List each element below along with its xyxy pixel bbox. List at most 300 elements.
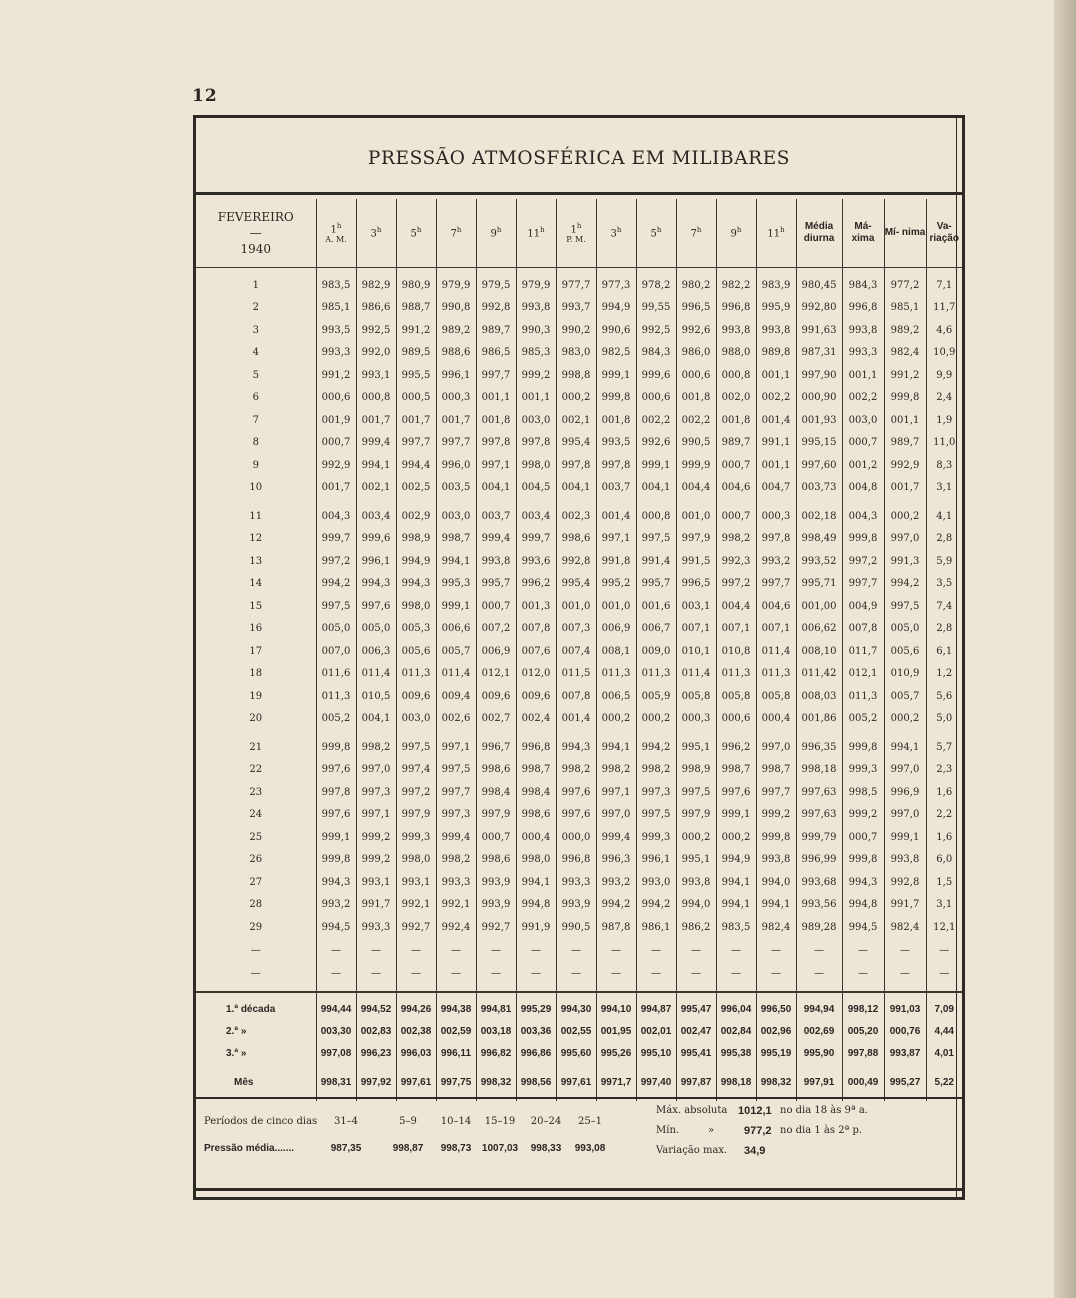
value-cell: 005,3 bbox=[396, 618, 436, 641]
value-cell: 989,7 bbox=[884, 432, 926, 455]
value-cell: 993,8 bbox=[716, 319, 756, 342]
value-cell: 005,8 bbox=[716, 685, 756, 708]
decade-value: 003,30 bbox=[316, 1021, 356, 1043]
decade-value: 997,08 bbox=[316, 1043, 356, 1065]
value-cell: 997,6 bbox=[556, 781, 596, 804]
decade-value: 002,59 bbox=[436, 1021, 476, 1043]
value-cell: 003,1 bbox=[676, 595, 716, 618]
min-text: no dia 1 às 2ª p. bbox=[780, 1125, 863, 1136]
value-cell: 991,2 bbox=[884, 364, 926, 387]
decade-value: 995,19 bbox=[756, 1043, 796, 1065]
table-row bbox=[196, 640, 962, 663]
value-cell: 993,8 bbox=[756, 319, 796, 342]
dash-cell: — bbox=[756, 962, 796, 985]
value-cell: 001,86 bbox=[796, 708, 842, 731]
value-cell: 996,8 bbox=[516, 736, 556, 759]
value-cell: 4,6 bbox=[926, 319, 962, 342]
value-cell: 000,2 bbox=[636, 708, 676, 731]
value-cell: 998,2 bbox=[636, 759, 676, 782]
spacer-row bbox=[196, 985, 962, 992]
value-cell: 993,1 bbox=[396, 871, 436, 894]
pressure-mean-value: 998,87 bbox=[392, 1143, 424, 1154]
value-cell: 993,8 bbox=[756, 849, 796, 872]
value-cell: 004,1 bbox=[476, 477, 516, 500]
value-cell: 3,1 bbox=[926, 477, 962, 500]
period-range: 25–1 bbox=[577, 1116, 603, 1127]
value-cell: 006,3 bbox=[356, 640, 396, 663]
table-row bbox=[196, 454, 962, 477]
value-cell: 982,4 bbox=[884, 916, 926, 939]
value-cell: 004,4 bbox=[716, 595, 756, 618]
dash-cell: — bbox=[676, 962, 716, 985]
value-cell: 001,1 bbox=[884, 409, 926, 432]
value-cell: 005,7 bbox=[884, 685, 926, 708]
spacer-cell bbox=[396, 985, 436, 992]
value-cell: 999,6 bbox=[636, 364, 676, 387]
value-cell: 996,8 bbox=[556, 849, 596, 872]
spacer-cell bbox=[716, 985, 756, 992]
value-cell: 999,1 bbox=[716, 804, 756, 827]
value-cell: 011,4 bbox=[676, 663, 716, 686]
hour-number: 7 bbox=[450, 228, 457, 240]
value-cell: 010,8 bbox=[716, 640, 756, 663]
spacer-cell bbox=[476, 992, 516, 999]
variation-value: 34,9 bbox=[744, 1145, 766, 1157]
day-cell: 2 bbox=[252, 302, 259, 314]
value-cell: 995,3 bbox=[436, 573, 476, 596]
min-mark: » bbox=[708, 1125, 715, 1136]
value-cell: 001,1 bbox=[476, 387, 516, 410]
value-cell: 004,8 bbox=[842, 477, 884, 500]
value-cell: 993,68 bbox=[796, 871, 842, 894]
hour-number: 3 bbox=[610, 228, 617, 240]
decade-value: 995,29 bbox=[516, 999, 556, 1021]
dash-cell: — bbox=[436, 962, 476, 985]
value-cell: 993,0 bbox=[636, 871, 676, 894]
decade-value: 000,76 bbox=[884, 1021, 926, 1043]
value-cell: 001,7 bbox=[356, 409, 396, 432]
day-cell: 25 bbox=[249, 831, 263, 843]
value-cell: 009,0 bbox=[636, 640, 676, 663]
value-cell: 997,7 bbox=[396, 432, 436, 455]
hour-suffix: h bbox=[456, 226, 462, 235]
value-cell: 985,1 bbox=[884, 297, 926, 320]
decade-row bbox=[196, 1021, 962, 1043]
decade-label: 1.ª década bbox=[226, 1004, 276, 1015]
hour-number: 1 bbox=[330, 224, 337, 236]
value-cell: 997,9 bbox=[676, 528, 716, 551]
decade-value: 4,44 bbox=[926, 1021, 962, 1043]
value-cell: 011,4 bbox=[756, 640, 796, 663]
value-cell: 990,8 bbox=[436, 297, 476, 320]
value-cell: 986,6 bbox=[356, 297, 396, 320]
dash-cell: — bbox=[884, 939, 926, 962]
value-cell: 998,0 bbox=[516, 849, 556, 872]
value-cell: 99,55 bbox=[636, 297, 676, 320]
table-row bbox=[196, 663, 962, 686]
table-row bbox=[196, 432, 962, 455]
day-cell: 5 bbox=[252, 369, 259, 381]
value-cell: 991,2 bbox=[316, 364, 356, 387]
decade-value: 994,94 bbox=[796, 999, 842, 1021]
value-cell: 999,8 bbox=[842, 849, 884, 872]
value-cell: 007,1 bbox=[716, 618, 756, 641]
hour-period: A. M. bbox=[325, 235, 347, 245]
minima-header: Mí- nima bbox=[884, 199, 926, 268]
value-cell: 000,6 bbox=[716, 708, 756, 731]
value-cell: 997,9 bbox=[396, 804, 436, 827]
value-cell: 996,5 bbox=[676, 573, 716, 596]
value-cell: 7,4 bbox=[926, 595, 962, 618]
hour-header bbox=[556, 199, 596, 268]
value-cell: 997,2 bbox=[716, 573, 756, 596]
month-value: 997,92 bbox=[356, 1065, 396, 1101]
spacer-cell bbox=[884, 985, 926, 992]
pressure-mean-label: Pressão média....... bbox=[204, 1143, 295, 1154]
value-cell: 994,9 bbox=[596, 297, 636, 320]
value-cell: 991,5 bbox=[676, 550, 716, 573]
value-cell: 1,6 bbox=[926, 781, 962, 804]
value-cell: 001,4 bbox=[596, 505, 636, 528]
value-cell: 001,1 bbox=[756, 454, 796, 477]
value-cell: 998,0 bbox=[396, 849, 436, 872]
value-cell: 001,1 bbox=[756, 364, 796, 387]
value-cell: 997,4 bbox=[396, 759, 436, 782]
month-value: 998,56 bbox=[516, 1065, 556, 1101]
value-cell: 996,2 bbox=[716, 736, 756, 759]
spacer-cell bbox=[716, 992, 756, 999]
value-cell: 003,4 bbox=[356, 505, 396, 528]
month-label: FEVEREIRO bbox=[217, 210, 294, 224]
value-cell: 997,7 bbox=[756, 573, 796, 596]
value-cell: 001,7 bbox=[396, 409, 436, 432]
value-cell: 996,8 bbox=[842, 297, 884, 320]
value-cell: 979,9 bbox=[436, 274, 476, 297]
decade-value: 996,11 bbox=[436, 1043, 476, 1065]
dash-cell: — bbox=[476, 939, 516, 962]
value-cell: 000,4 bbox=[516, 826, 556, 849]
table-row bbox=[196, 736, 962, 759]
value-cell: 10,9 bbox=[926, 342, 962, 365]
table-row bbox=[196, 319, 962, 342]
value-cell: 997,6 bbox=[716, 781, 756, 804]
hour-number: 3 bbox=[370, 228, 377, 240]
value-cell: 991,3 bbox=[884, 550, 926, 573]
value-cell: 989,7 bbox=[716, 432, 756, 455]
value-cell: 999,2 bbox=[756, 804, 796, 827]
decade-value: 997,88 bbox=[842, 1043, 884, 1065]
value-cell: 005,8 bbox=[756, 685, 796, 708]
value-cell: 6,0 bbox=[926, 849, 962, 872]
value-cell: 000,4 bbox=[756, 708, 796, 731]
value-cell: 999,8 bbox=[316, 736, 356, 759]
value-cell: 001,1 bbox=[516, 387, 556, 410]
hour-header bbox=[316, 199, 356, 268]
day-cell: 9 bbox=[252, 459, 259, 471]
value-cell: 993,8 bbox=[842, 319, 884, 342]
value-cell: 997,8 bbox=[756, 528, 796, 551]
value-cell: 999,8 bbox=[884, 387, 926, 410]
value-cell: 997,5 bbox=[396, 736, 436, 759]
table-row bbox=[196, 387, 962, 410]
hour-header bbox=[436, 199, 476, 268]
spacer-cell bbox=[676, 992, 716, 999]
value-cell: 2,2 bbox=[926, 804, 962, 827]
value-cell: 983,5 bbox=[716, 916, 756, 939]
month-header bbox=[196, 199, 316, 268]
value-cell: 006,9 bbox=[596, 618, 636, 641]
value-cell: 980,45 bbox=[796, 274, 842, 297]
value-cell: 001,2 bbox=[842, 454, 884, 477]
value-cell: 997,7 bbox=[436, 781, 476, 804]
value-cell: 984,3 bbox=[636, 342, 676, 365]
value-cell: 001,00 bbox=[796, 595, 842, 618]
decade-value: 002,83 bbox=[356, 1021, 396, 1043]
value-cell: 5,9 bbox=[926, 550, 962, 573]
hour-suffix: h bbox=[696, 226, 702, 235]
value-cell: 990,5 bbox=[676, 432, 716, 455]
value-cell: 994,1 bbox=[716, 871, 756, 894]
decade-value: 996,50 bbox=[756, 999, 796, 1021]
dash-cell: — bbox=[250, 967, 261, 979]
value-cell: 009,4 bbox=[436, 685, 476, 708]
value-cell: 999,2 bbox=[516, 364, 556, 387]
page-edge bbox=[1054, 0, 1076, 1298]
value-cell: 999,4 bbox=[356, 432, 396, 455]
year-label: 1940 bbox=[240, 242, 272, 256]
value-cell: 997,2 bbox=[316, 550, 356, 573]
value-cell: 982,5 bbox=[596, 342, 636, 365]
hour-number: 11 bbox=[527, 228, 541, 240]
value-cell: 995,9 bbox=[756, 297, 796, 320]
table-row bbox=[196, 916, 962, 939]
value-cell: 979,9 bbox=[516, 274, 556, 297]
table-row bbox=[196, 528, 962, 551]
decade-value: 4,01 bbox=[926, 1043, 962, 1065]
hour-header bbox=[756, 199, 796, 268]
max-label: Máx. absoluta bbox=[656, 1105, 728, 1116]
dash-cell: — bbox=[796, 962, 842, 985]
value-cell: 12,1 bbox=[926, 916, 962, 939]
value-cell: 996,3 bbox=[596, 849, 636, 872]
value-cell: 3,1 bbox=[926, 894, 962, 917]
value-cell: 999,8 bbox=[316, 849, 356, 872]
dash-cell: — bbox=[250, 944, 261, 956]
value-cell: 012,0 bbox=[516, 663, 556, 686]
value-cell: 005,0 bbox=[356, 618, 396, 641]
value-cell: 993,9 bbox=[476, 894, 516, 917]
hour-number: 5 bbox=[410, 228, 417, 240]
value-cell: 008,03 bbox=[796, 685, 842, 708]
day-cell: 3 bbox=[252, 324, 259, 336]
month-value: 997,91 bbox=[796, 1065, 842, 1101]
value-cell: 997,8 bbox=[556, 454, 596, 477]
table-row bbox=[196, 618, 962, 641]
decade-value: 995,26 bbox=[596, 1043, 636, 1065]
value-cell: 004,4 bbox=[676, 477, 716, 500]
value-cell: 000,8 bbox=[716, 364, 756, 387]
value-cell: 994,1 bbox=[756, 894, 796, 917]
media-header: Média diurna bbox=[796, 199, 842, 268]
day-cell: 12 bbox=[249, 533, 263, 545]
value-cell: 996,1 bbox=[436, 364, 476, 387]
value-cell: 980,9 bbox=[396, 274, 436, 297]
spacer-cell bbox=[356, 985, 396, 992]
day-cell: 23 bbox=[249, 786, 263, 798]
value-cell: 993,1 bbox=[356, 871, 396, 894]
hour-header bbox=[596, 199, 636, 268]
hour-number: 1 bbox=[570, 224, 577, 236]
value-cell: 993,2 bbox=[756, 550, 796, 573]
value-cell: 003,73 bbox=[796, 477, 842, 500]
value-cell: 995,7 bbox=[636, 573, 676, 596]
value-cell: 982,9 bbox=[356, 274, 396, 297]
hour-number: 11 bbox=[767, 228, 781, 240]
value-cell: 000,2 bbox=[884, 505, 926, 528]
decade-value: 002,96 bbox=[756, 1021, 796, 1043]
dash-cell: — bbox=[476, 962, 516, 985]
decade-value: 001,95 bbox=[596, 1021, 636, 1043]
month-value: 997,40 bbox=[636, 1065, 676, 1101]
value-cell: 004,3 bbox=[316, 505, 356, 528]
value-cell: 009,6 bbox=[476, 685, 516, 708]
value-cell: 992,1 bbox=[436, 894, 476, 917]
value-cell: 002,18 bbox=[796, 505, 842, 528]
value-cell: 9,9 bbox=[926, 364, 962, 387]
value-cell: 010,9 bbox=[884, 663, 926, 686]
spacer-cell bbox=[196, 985, 316, 992]
value-cell: 997,0 bbox=[756, 736, 796, 759]
value-cell: 1,2 bbox=[926, 663, 962, 686]
value-cell: 999,8 bbox=[596, 387, 636, 410]
dash-cell: — bbox=[636, 939, 676, 962]
month-value: 997,87 bbox=[676, 1065, 716, 1101]
value-cell: 989,5 bbox=[396, 342, 436, 365]
value-cell: 982,4 bbox=[756, 916, 796, 939]
decade-value: 994,30 bbox=[556, 999, 596, 1021]
max-text: no dia 18 às 9ª a. bbox=[780, 1105, 868, 1116]
value-cell: 998,0 bbox=[396, 595, 436, 618]
value-cell: 999,4 bbox=[436, 826, 476, 849]
value-cell: 999,7 bbox=[316, 528, 356, 551]
day-cell: 17 bbox=[249, 645, 263, 657]
value-cell: 2,4 bbox=[926, 387, 962, 410]
value-cell: 997,2 bbox=[842, 550, 884, 573]
table-row bbox=[196, 274, 962, 297]
value-cell: 994,8 bbox=[842, 894, 884, 917]
value-cell: 011,42 bbox=[796, 663, 842, 686]
value-cell: 001,6 bbox=[636, 595, 676, 618]
value-cell: 999,1 bbox=[596, 364, 636, 387]
value-cell: 986,1 bbox=[636, 916, 676, 939]
value-cell: 991,4 bbox=[636, 550, 676, 573]
value-cell: 002,1 bbox=[556, 409, 596, 432]
value-cell: 006,7 bbox=[636, 618, 676, 641]
value-cell: 997,7 bbox=[756, 781, 796, 804]
value-cell: 993,9 bbox=[476, 871, 516, 894]
dash-cell: — bbox=[842, 962, 884, 985]
day-cell: 28 bbox=[249, 899, 263, 911]
value-cell: 999,8 bbox=[842, 736, 884, 759]
spacer-cell bbox=[556, 992, 596, 999]
decade-value: 995,90 bbox=[796, 1043, 842, 1065]
value-cell: 989,2 bbox=[884, 319, 926, 342]
value-cell: 997,0 bbox=[884, 759, 926, 782]
value-cell: 998,5 bbox=[842, 781, 884, 804]
value-cell: 008,10 bbox=[796, 640, 842, 663]
value-cell: 1,6 bbox=[926, 826, 962, 849]
spacer-cell bbox=[796, 985, 842, 992]
value-cell: 999,9 bbox=[676, 454, 716, 477]
spacer-cell bbox=[516, 992, 556, 999]
value-cell: 997,63 bbox=[796, 804, 842, 827]
value-cell: 993,52 bbox=[796, 550, 842, 573]
value-cell: 002,2 bbox=[756, 387, 796, 410]
dash-cell: — bbox=[396, 962, 436, 985]
table-row bbox=[196, 550, 962, 573]
value-cell: 999,79 bbox=[796, 826, 842, 849]
value-cell: 007,3 bbox=[556, 618, 596, 641]
month-row bbox=[196, 1065, 962, 1101]
decade-value: 002,47 bbox=[676, 1021, 716, 1043]
table-row bbox=[196, 364, 962, 387]
value-cell: 998,2 bbox=[556, 759, 596, 782]
value-cell: 985,3 bbox=[516, 342, 556, 365]
value-cell: 989,8 bbox=[756, 342, 796, 365]
value-cell: 994,2 bbox=[636, 736, 676, 759]
value-cell: 1,5 bbox=[926, 871, 962, 894]
value-cell: 998,6 bbox=[476, 849, 516, 872]
spacer-cell bbox=[396, 992, 436, 999]
value-cell: 985,1 bbox=[316, 297, 356, 320]
value-cell: 988,6 bbox=[436, 342, 476, 365]
decade-value: 994,52 bbox=[356, 999, 396, 1021]
value-cell: 998,8 bbox=[556, 364, 596, 387]
value-cell: 012,1 bbox=[842, 663, 884, 686]
decade-value: 995,10 bbox=[636, 1043, 676, 1065]
value-cell: 11,0 bbox=[926, 432, 962, 455]
day-cell: 20 bbox=[249, 713, 263, 725]
value-cell: 994,9 bbox=[716, 849, 756, 872]
value-cell: 984,3 bbox=[842, 274, 884, 297]
day-cell: 10 bbox=[249, 482, 263, 494]
empty-day-row bbox=[196, 962, 962, 985]
value-cell: 994,2 bbox=[636, 894, 676, 917]
value-cell: 999,4 bbox=[476, 528, 516, 551]
table-row bbox=[196, 804, 962, 827]
decade-value: 002,38 bbox=[396, 1021, 436, 1043]
value-cell: 009,6 bbox=[516, 685, 556, 708]
hour-period: P. M. bbox=[566, 235, 586, 245]
value-cell: 997,0 bbox=[356, 759, 396, 782]
value-cell: 994,3 bbox=[842, 871, 884, 894]
spacer-cell bbox=[842, 985, 884, 992]
decade-value: 7,09 bbox=[926, 999, 962, 1021]
dash-cell: — bbox=[676, 939, 716, 962]
spacer-cell bbox=[556, 985, 596, 992]
value-cell: 000,7 bbox=[842, 432, 884, 455]
value-cell: 993,56 bbox=[796, 894, 842, 917]
day-cell: 7 bbox=[252, 414, 259, 426]
value-cell: 997,6 bbox=[356, 595, 396, 618]
value-cell: 993,7 bbox=[556, 297, 596, 320]
value-cell: 004,1 bbox=[356, 708, 396, 731]
value-cell: 997,3 bbox=[636, 781, 676, 804]
value-cell: 001,0 bbox=[556, 595, 596, 618]
table-row bbox=[196, 409, 962, 432]
value-cell: 993,8 bbox=[676, 871, 716, 894]
value-cell: 994,2 bbox=[884, 573, 926, 596]
